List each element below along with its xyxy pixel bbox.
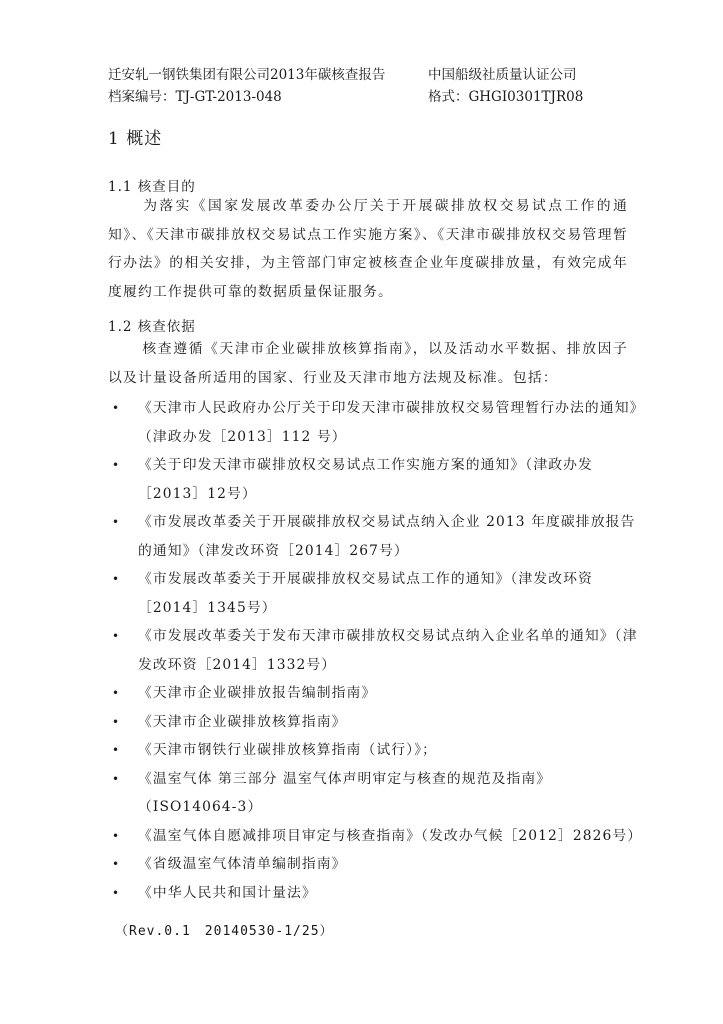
header-right-line2: 格式：GHGI0301TJR08 bbox=[428, 89, 584, 105]
bullet-icon: • bbox=[112, 828, 121, 843]
basis-list bbox=[108, 394, 643, 907]
bullet-icon: • bbox=[112, 686, 121, 700]
list-item: • 《天津市钢铁行业碳排放核算指南（试行）》； bbox=[108, 736, 638, 765]
section-title: 1 概述 bbox=[108, 129, 163, 149]
list-item: • 《中华人民共和国计量法》 bbox=[108, 879, 638, 908]
bullet-icon: • bbox=[112, 401, 121, 415]
header-left-line2: 档案编号：TJ-GT-2013-048 bbox=[108, 89, 282, 105]
basis-text: 核查遵循《天津市企业碳排放核算指南》，以及活动水平数据、排放因子以及计量设备所适用的国家、行业及天津市地方法规及标准。包括： bbox=[108, 341, 628, 386]
bullet-icon: • bbox=[112, 458, 121, 472]
subsection-title-purpose: 1.1 核查目的 bbox=[108, 179, 196, 195]
footer-revision: （Rev.0.1 20140530-1/25） bbox=[115, 924, 334, 939]
basis-paragraph bbox=[108, 335, 628, 392]
list-item: • 《市发展改革委关于开展碳排放权交易试点纳入企业 2013 年度碳排放报告的通知》（津发改环资［2014］267号） bbox=[108, 508, 638, 565]
bullet-icon: • bbox=[112, 714, 121, 729]
bullet-icon: • bbox=[112, 572, 121, 586]
list-item: • 《温室气体自愿减排项目审定与核查指南》（发改办气候［2012］2826号） bbox=[108, 822, 638, 851]
list-item: • 《市发展改革委关于开展碳排放权交易试点工作的通知》（津发改环资［2014］1345号） bbox=[108, 565, 638, 622]
subsection-title-basis: 1.2 核查依据 bbox=[108, 319, 196, 335]
purpose-text: 为落实《国家发展改革委办公厅关于开展碳排放权交易试点工作的通知》、《天津市碳排放权交易试点工作实施方案》、《天津市碳排放权交易管理暂行办法》的相关安排，为主管部门审定被核查企业年度碳排放量，有效完成年度履约工作提供可靠的数据质量保证服务。 bbox=[108, 198, 628, 300]
list-item: • 《天津市企业碳排放核算指南》 bbox=[108, 708, 638, 737]
list-item: • 《关于印发天津市碳排放权交易试点工作实施方案的通知》（津政办发［2013］12号） bbox=[108, 451, 638, 508]
bullet-icon: • bbox=[112, 771, 121, 786]
purpose-paragraph bbox=[108, 192, 628, 306]
list-item: • 《市发展改革委关于发布天津市碳排放权交易试点纳入企业名单的通知》（津发改环资［2014］1332号） bbox=[108, 622, 638, 679]
bullet-icon: • bbox=[112, 515, 121, 529]
bullet-icon: • bbox=[112, 885, 121, 900]
list-item: • 《天津市人民政府办公厅关于印发天津市碳排放权交易管理暂行办法的通知》（津政办发［2013］112 号） bbox=[108, 394, 638, 451]
header-left-line1: 迁安轧一钢铁集团有限公司2013年碳核查报告 bbox=[108, 67, 386, 83]
bullet-icon: • bbox=[112, 629, 121, 643]
header-right-line1: 中国船级社质量认证公司 bbox=[428, 67, 577, 83]
bullet-icon: • bbox=[112, 857, 121, 871]
bullet-icon: • bbox=[112, 743, 121, 757]
list-item: • 《省级温室气体清单编制指南》 bbox=[108, 850, 638, 879]
list-item: • 《温室气体 第三部分 温室气体声明审定与核查的规范及指南》（ISO14064-3） bbox=[108, 765, 638, 822]
list-item: • 《天津市企业碳排放报告编制指南》 bbox=[108, 679, 638, 708]
